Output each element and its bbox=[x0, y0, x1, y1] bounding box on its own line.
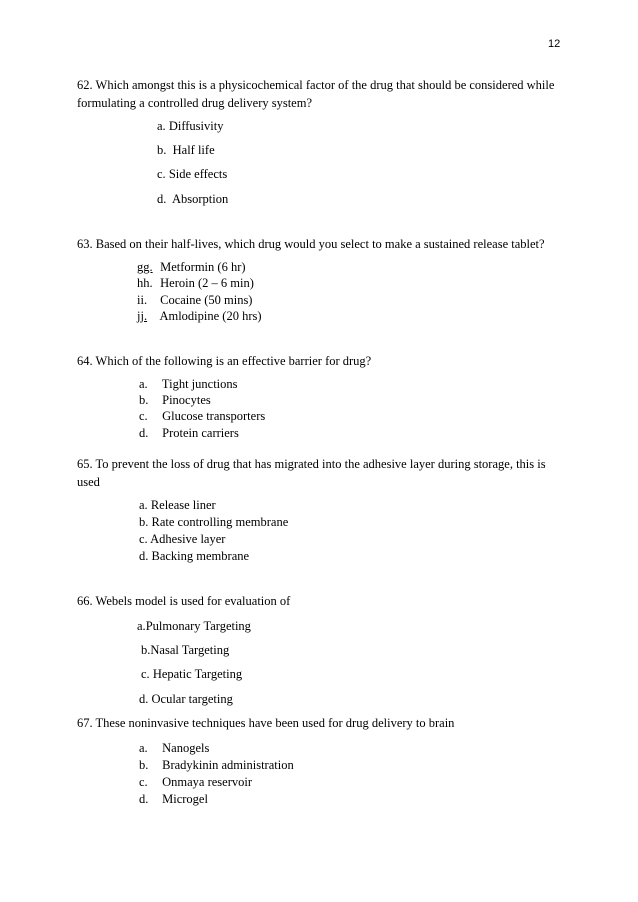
option-text: Adhesive layer bbox=[150, 532, 226, 546]
option-text: Bradykinin administration bbox=[162, 758, 294, 772]
option-label: b. bbox=[141, 643, 151, 657]
option-text: Pulmonary Targeting bbox=[145, 619, 251, 633]
option-text: Half life bbox=[172, 143, 215, 157]
question-63-option-hh bbox=[137, 275, 254, 291]
option-label: c. bbox=[157, 167, 166, 181]
question-67-text: 67. These noninvasive techniques have been used for drug delivery to brain bbox=[77, 716, 455, 730]
option-text: Pinocytes bbox=[162, 393, 211, 407]
question-65-option-d bbox=[139, 548, 249, 564]
option-text: Diffusivity bbox=[168, 119, 224, 133]
question-67-option-d bbox=[139, 791, 208, 807]
option-text: Ocular targeting bbox=[151, 692, 233, 706]
option-text: Heroin (2 – 6 min) bbox=[160, 276, 254, 290]
option-label: d. bbox=[139, 692, 149, 706]
option-label: jj. bbox=[137, 309, 148, 323]
option-text: Glucose transporters bbox=[162, 409, 266, 423]
option-label: a. bbox=[157, 119, 166, 133]
question-65-text: 65. To prevent the loss of drug that has migrated into the adhesive layer during storage, this is used bbox=[77, 457, 546, 489]
option-label: d. bbox=[157, 192, 167, 206]
option-text: Hepatic Targeting bbox=[152, 667, 243, 681]
option-label: d. bbox=[139, 426, 149, 440]
option-text: Release liner bbox=[150, 498, 216, 512]
question-66-option-d bbox=[139, 691, 233, 707]
option-text: Backing membrane bbox=[151, 549, 250, 563]
question-62-option-d bbox=[157, 191, 228, 207]
option-label: b. bbox=[139, 758, 149, 772]
question-65-option-a bbox=[139, 497, 216, 513]
option-label: a. bbox=[139, 377, 148, 391]
option-text: Side effects bbox=[168, 167, 228, 181]
question-66-option-b bbox=[141, 642, 229, 658]
question-62-option-c bbox=[157, 166, 227, 182]
option-label: b. bbox=[139, 515, 149, 529]
page-number: 12 bbox=[548, 38, 561, 50]
option-text: Protein carriers bbox=[162, 426, 239, 440]
option-label: c. bbox=[139, 409, 148, 423]
question-62-text: 62. Which amongst this is a physicochemical factor of the drug that should be considered while formulating a controlled drug delivery system? bbox=[77, 78, 555, 110]
option-label: gg. bbox=[137, 260, 153, 274]
question-66-option-a bbox=[137, 618, 251, 634]
option-label: c. bbox=[139, 775, 148, 789]
question-64-option-a bbox=[139, 376, 238, 392]
question-63-option-jj bbox=[137, 308, 262, 324]
question-67-option-a bbox=[139, 740, 209, 756]
option-text: Cocaine (50 mins) bbox=[160, 293, 253, 307]
question-66-option-c bbox=[141, 666, 242, 682]
option-label: c. bbox=[141, 667, 150, 681]
option-text: Nanogels bbox=[162, 741, 210, 755]
question-64-option-d bbox=[139, 425, 239, 441]
option-label: c. bbox=[139, 532, 148, 546]
question-65-option-b bbox=[139, 514, 288, 530]
option-label: ii. bbox=[137, 293, 148, 307]
option-label: a. bbox=[139, 741, 148, 755]
option-text: Amlodipine (20 hrs) bbox=[159, 309, 262, 323]
option-text: Microgel bbox=[162, 792, 208, 806]
question-64-option-c bbox=[139, 408, 265, 424]
question-64-text: 64. Which of the following is an effective barrier for drug? bbox=[77, 354, 372, 368]
option-text: Rate controlling membrane bbox=[151, 515, 289, 529]
option-text: Onmaya reservoir bbox=[162, 775, 253, 789]
question-67-option-c bbox=[139, 774, 252, 790]
option-label: hh. bbox=[137, 276, 153, 290]
question-67-option-b bbox=[139, 757, 294, 773]
question-63-option-gg bbox=[137, 259, 246, 275]
question-63-text: 63. Based on their half-lives, which drug would you select to make a sustained release tablet? bbox=[77, 237, 545, 251]
question-62-option-b bbox=[157, 142, 215, 158]
option-label: a. bbox=[137, 619, 146, 633]
option-text: Nasal Targeting bbox=[150, 643, 230, 657]
option-label: a. bbox=[139, 498, 148, 512]
option-label: b. bbox=[157, 143, 167, 157]
option-text: Tight junctions bbox=[161, 377, 238, 391]
question-63-option-ii bbox=[137, 292, 252, 308]
question-62-option-a bbox=[157, 118, 223, 134]
option-label: d. bbox=[139, 792, 149, 806]
question-64-option-b bbox=[139, 392, 211, 408]
option-label: b. bbox=[139, 393, 149, 407]
option-text: Metformin (6 hr) bbox=[160, 260, 246, 274]
option-label: d. bbox=[139, 549, 149, 563]
question-66-text: 66. Webels model is used for evaluation of bbox=[77, 594, 291, 608]
question-65-option-c bbox=[139, 531, 225, 547]
option-text: Absorption bbox=[171, 192, 229, 206]
